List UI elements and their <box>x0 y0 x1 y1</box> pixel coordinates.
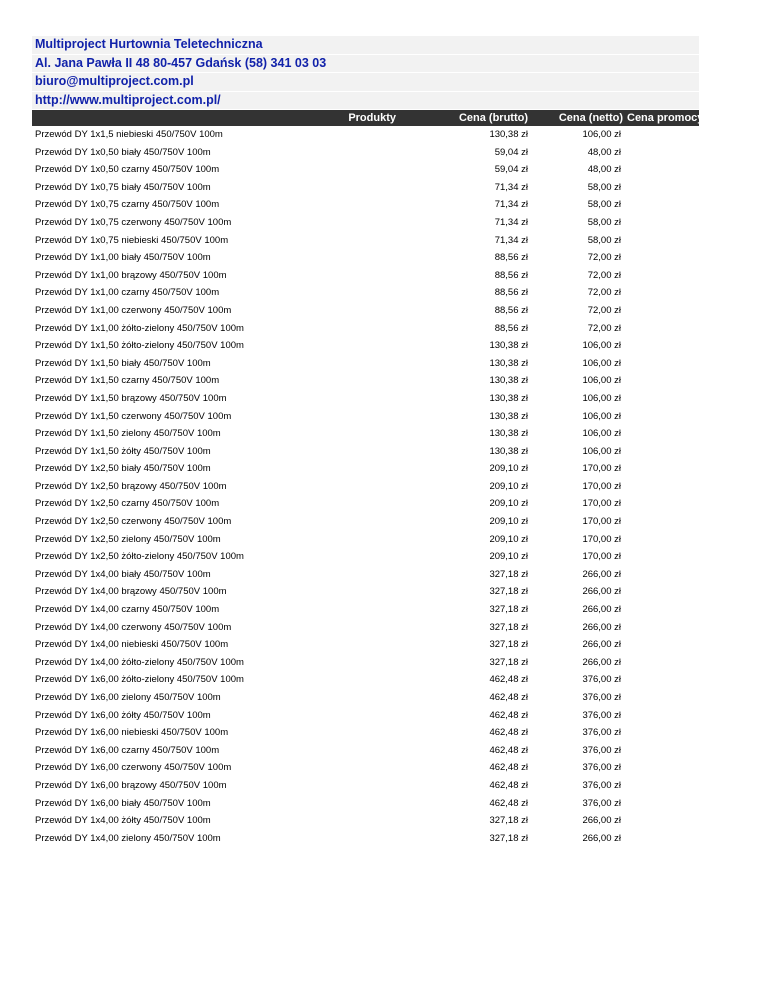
table-row <box>32 671 699 689</box>
promo-price-cell <box>625 390 699 408</box>
table-row <box>32 583 699 601</box>
promo-price-cell <box>625 214 699 232</box>
promo-price-cell <box>625 267 699 285</box>
promo-price-cell <box>625 179 699 197</box>
gross-price-cell: 88,56 zł <box>494 269 528 281</box>
product-name-cell: Przewód DY 1x4,00 zielony 450/750V 100m <box>35 832 221 844</box>
promo-price-cell <box>625 126 699 144</box>
gross-price-cell: 327,18 zł <box>489 815 528 827</box>
table-row <box>32 232 699 250</box>
gross-price-cell: 209,10 zł <box>489 516 528 528</box>
gross-price-cell: 209,10 zł <box>489 498 528 510</box>
gross-price-cell: 462,48 zł <box>489 797 528 809</box>
product-name-cell: Przewód DY 1x2,50 żółto-zielony 450/750V 100m <box>35 551 244 563</box>
product-name-cell: Przewód DY 1x4,00 czerwony 450/750V 100m <box>35 621 232 633</box>
promo-price-cell <box>625 583 699 601</box>
table-row <box>32 478 699 496</box>
table-row <box>32 214 699 232</box>
table-row <box>32 566 699 584</box>
product-name-cell: Przewód DY 1x1,00 żółto-zielony 450/750V 100m <box>35 322 244 334</box>
table-row <box>32 531 699 549</box>
net-price-cell: 106,00 zł <box>582 428 621 440</box>
gross-price-cell: 327,18 zł <box>489 604 528 616</box>
promo-price-cell <box>625 601 699 619</box>
product-name-cell: Przewód DY 1x4,00 biały 450/750V 100m <box>35 568 211 580</box>
promo-price-cell <box>625 232 699 250</box>
table-row <box>32 267 699 285</box>
gross-price-cell: 71,34 zł <box>494 234 528 246</box>
net-price-cell: 376,00 zł <box>582 779 621 791</box>
product-name-cell: Przewód DY 1x6,00 żółty 450/750V 100m <box>35 709 211 721</box>
net-price-cell: 106,00 zł <box>582 340 621 352</box>
table-body <box>32 126 699 847</box>
table-header-row <box>32 110 699 126</box>
promo-price-cell <box>625 724 699 742</box>
product-name-cell: Przewód DY 1x1,50 brązowy 450/750V 100m <box>35 392 227 404</box>
net-price-cell: 170,00 zł <box>582 463 621 475</box>
gross-price-cell: 209,10 zł <box>489 551 528 563</box>
product-name-cell: Przewód DY 1x1,50 czarny 450/750V 100m <box>35 375 220 387</box>
price-list-page <box>32 36 720 847</box>
net-price-cell: 58,00 zł <box>587 181 621 193</box>
net-price-cell: 266,00 zł <box>582 604 621 616</box>
table-row <box>32 337 699 355</box>
promo-price-cell <box>625 707 699 725</box>
net-price-cell: 376,00 zł <box>582 692 621 703</box>
net-price-cell: 72,00 zł <box>587 322 621 334</box>
net-price-cell: 48,00 zł <box>587 164 621 176</box>
gross-price-cell: 327,18 zł <box>489 568 528 580</box>
product-name-cell: Przewód DY 1x0,75 niebieski 450/750V 100m <box>35 234 229 246</box>
table-row <box>32 636 699 654</box>
gross-price-cell: 88,56 zł <box>494 252 528 264</box>
net-price-cell: 106,00 zł <box>582 410 621 422</box>
net-price-cell: 266,00 zł <box>582 832 621 844</box>
product-name-cell: Przewód DY 1x1,5 niebieski 450/750V 100m <box>35 129 223 140</box>
promo-price-cell <box>625 812 699 830</box>
product-name-cell: Przewód DY 1x6,00 niebieski 450/750V 100m <box>35 727 229 739</box>
column-header-product: Produkty <box>348 112 396 124</box>
table-row <box>32 619 699 637</box>
gross-price-cell: 88,56 zł <box>494 304 528 316</box>
promo-price-cell <box>625 742 699 760</box>
product-name-cell: Przewód DY 1x0,50 biały 450/750V 100m <box>35 146 211 158</box>
net-price-cell: 106,00 zł <box>582 392 621 404</box>
promo-price-cell <box>625 689 699 707</box>
net-price-cell: 58,00 zł <box>587 234 621 246</box>
promo-price-cell <box>625 777 699 795</box>
promo-price-cell <box>625 759 699 777</box>
table-row <box>32 425 699 443</box>
promo-price-cell <box>625 531 699 549</box>
product-name-cell: Przewód DY 1x2,50 zielony 450/750V 100m <box>35 533 221 545</box>
net-price-cell: 266,00 zł <box>582 568 621 580</box>
gross-price-cell: 71,34 zł <box>494 199 528 211</box>
promo-price-cell <box>625 196 699 214</box>
product-name-cell: Przewód DY 1x1,00 brązowy 450/750V 100m <box>35 269 227 281</box>
net-price-cell: 48,00 zł <box>587 146 621 158</box>
net-price-cell: 376,00 zł <box>582 727 621 739</box>
gross-price-cell: 327,18 zł <box>489 586 528 598</box>
net-price-cell: 170,00 zł <box>582 498 621 510</box>
gross-price-cell: 71,34 zł <box>494 181 528 193</box>
net-price-cell: 376,00 zł <box>582 762 621 774</box>
gross-price-cell: 71,34 zł <box>494 216 528 228</box>
promo-price-cell <box>625 408 699 426</box>
promo-price-cell <box>625 443 699 461</box>
table-row <box>32 495 699 513</box>
promo-price-cell <box>625 144 699 162</box>
product-name-cell: Przewód DY 1x4,00 brązowy 450/750V 100m <box>35 586 227 598</box>
product-name-cell: Przewód DY 1x0,75 czerwony 450/750V 100m <box>35 216 232 228</box>
promo-price-cell <box>625 671 699 689</box>
company-website: http://www.multiproject.com.pl/ <box>32 92 699 110</box>
promo-price-cell <box>625 320 699 338</box>
gross-price-cell: 59,04 zł <box>494 146 528 158</box>
company-name: Multiproject Hurtownia Teletechniczna <box>32 36 699 54</box>
table-row <box>32 759 699 777</box>
promo-price-cell <box>625 337 699 355</box>
table-row <box>32 460 699 478</box>
price-table <box>32 110 720 847</box>
product-name-cell: Przewód DY 1x0,50 czarny 450/750V 100m <box>35 164 220 176</box>
product-name-cell: Przewód DY 1x6,00 brązowy 450/750V 100m <box>35 779 227 791</box>
product-name-cell: Przewód DY 1x4,00 żółto-zielony 450/750V 100m <box>35 656 244 668</box>
gross-price-cell: 209,10 zł <box>489 533 528 545</box>
company-address: Al. Jana Pawła II 48 80-457 Gdańsk (58) 341 03 03 <box>32 55 699 73</box>
table-row <box>32 144 699 162</box>
table-row <box>32 408 699 426</box>
promo-price-cell <box>625 284 699 302</box>
net-price-cell: 376,00 zł <box>582 709 621 721</box>
table-row <box>32 390 699 408</box>
promo-price-cell <box>625 654 699 672</box>
gross-price-cell: 130,38 zł <box>489 129 528 140</box>
gross-price-cell: 130,38 zł <box>489 357 528 369</box>
table-row <box>32 126 699 144</box>
product-name-cell: Przewód DY 1x1,00 czerwony 450/750V 100m <box>35 304 232 316</box>
net-price-cell: 266,00 zł <box>582 639 621 651</box>
promo-price-cell <box>625 302 699 320</box>
gross-price-cell: 327,18 zł <box>489 639 528 651</box>
table-row <box>32 320 699 338</box>
gross-price-cell: 462,48 zł <box>489 779 528 791</box>
gross-price-cell: 130,38 zł <box>489 375 528 387</box>
net-price-cell: 266,00 zł <box>582 815 621 827</box>
product-name-cell: Przewód DY 1x6,00 biały 450/750V 100m <box>35 797 211 809</box>
promo-price-cell <box>625 513 699 531</box>
product-name-cell: Przewód DY 1x4,00 żółty 450/750V 100m <box>35 815 211 827</box>
net-price-cell: 170,00 zł <box>582 533 621 545</box>
promo-price-cell <box>625 795 699 813</box>
column-header-gross-price: Cena (brutto) <box>458 112 528 124</box>
net-price-cell: 376,00 zł <box>582 744 621 756</box>
promo-price-cell <box>625 495 699 513</box>
promo-price-cell <box>625 548 699 566</box>
gross-price-cell: 88,56 zł <box>494 322 528 334</box>
table-row <box>32 355 699 373</box>
gross-price-cell: 327,18 zł <box>489 832 528 844</box>
gross-price-cell: 462,48 zł <box>489 692 528 703</box>
product-name-cell: Przewód DY 1x1,00 biały 450/750V 100m <box>35 252 211 264</box>
promo-price-cell <box>625 161 699 179</box>
table-row <box>32 161 699 179</box>
column-header-net-price: Cena (netto) <box>558 112 623 124</box>
promo-price-cell <box>625 830 699 848</box>
table-row <box>32 707 699 725</box>
net-price-cell: 170,00 zł <box>582 516 621 528</box>
product-name-cell: Przewód DY 1x0,75 biały 450/750V 100m <box>35 181 211 193</box>
table-row <box>32 179 699 197</box>
table-row <box>32 548 699 566</box>
product-name-cell: Przewód DY 1x1,00 czarny 450/750V 100m <box>35 287 220 299</box>
product-name-cell: Przewód DY 1x1,50 żółto-zielony 450/750V 100m <box>35 340 244 352</box>
net-price-cell: 170,00 zł <box>582 551 621 563</box>
net-price-cell: 170,00 zł <box>582 480 621 492</box>
promo-price-cell <box>625 355 699 373</box>
gross-price-cell: 327,18 zł <box>489 656 528 668</box>
net-price-cell: 106,00 zł <box>582 357 621 369</box>
gross-price-cell: 462,48 zł <box>489 744 528 756</box>
gross-price-cell: 130,38 zł <box>489 392 528 404</box>
product-name-cell: Przewód DY 1x4,00 niebieski 450/750V 100m <box>35 639 229 651</box>
net-price-cell: 72,00 zł <box>587 287 621 299</box>
gross-price-cell: 59,04 zł <box>494 164 528 176</box>
gross-price-cell: 88,56 zł <box>494 287 528 299</box>
product-name-cell: Przewód DY 1x2,50 czerwony 450/750V 100m <box>35 516 232 528</box>
net-price-cell: 58,00 zł <box>587 216 621 228</box>
table-row <box>32 513 699 531</box>
product-name-cell: Przewód DY 1x1,50 czerwony 450/750V 100m <box>35 410 232 422</box>
product-name-cell: Przewód DY 1x1,50 żółty 450/750V 100m <box>35 445 211 457</box>
gross-price-cell: 462,48 zł <box>489 709 528 721</box>
net-price-cell: 376,00 zł <box>582 674 621 686</box>
gross-price-cell: 462,48 zł <box>489 674 528 686</box>
table-row <box>32 742 699 760</box>
net-price-cell: 72,00 zł <box>587 252 621 264</box>
table-row <box>32 795 699 813</box>
promo-price-cell <box>625 460 699 478</box>
company-email: biuro@multiproject.com.pl <box>32 73 699 91</box>
net-price-cell: 58,00 zł <box>587 199 621 211</box>
table-row <box>32 284 699 302</box>
product-name-cell: Przewód DY 1x4,00 czarny 450/750V 100m <box>35 604 220 616</box>
gross-price-cell: 462,48 zł <box>489 762 528 774</box>
product-name-cell: Przewód DY 1x1,50 biały 450/750V 100m <box>35 357 211 369</box>
net-price-cell: 72,00 zł <box>587 304 621 316</box>
table-row <box>32 812 699 830</box>
net-price-cell: 266,00 zł <box>582 656 621 668</box>
product-name-cell: Przewód DY 1x6,00 zielony 450/750V 100m <box>35 692 221 703</box>
product-name-cell: Przewód DY 1x6,00 czarny 450/750V 100m <box>35 744 220 756</box>
gross-price-cell: 130,38 zł <box>489 445 528 457</box>
table-row <box>32 654 699 672</box>
net-price-cell: 376,00 zł <box>582 797 621 809</box>
gross-price-cell: 130,38 zł <box>489 410 528 422</box>
table-row <box>32 830 699 848</box>
product-name-cell: Przewód DY 1x0,75 czarny 450/750V 100m <box>35 199 220 211</box>
net-price-cell: 106,00 zł <box>582 445 621 457</box>
promo-price-cell <box>625 478 699 496</box>
gross-price-cell: 130,38 zł <box>489 340 528 352</box>
product-name-cell: Przewód DY 1x6,00 żółto-zielony 450/750V 100m <box>35 674 244 686</box>
product-name-cell: Przewód DY 1x2,50 brązowy 450/750V 100m <box>35 480 227 492</box>
promo-price-cell <box>625 566 699 584</box>
table-row <box>32 724 699 742</box>
gross-price-cell: 327,18 zł <box>489 621 528 633</box>
gross-price-cell: 209,10 zł <box>489 480 528 492</box>
product-name-cell: Przewód DY 1x2,50 czarny 450/750V 100m <box>35 498 220 510</box>
product-name-cell: Przewód DY 1x1,50 zielony 450/750V 100m <box>35 428 221 440</box>
product-name-cell: Przewód DY 1x2,50 biały 450/750V 100m <box>35 463 211 475</box>
net-price-cell: 106,00 zł <box>582 375 621 387</box>
table-row <box>32 196 699 214</box>
promo-price-cell <box>625 249 699 267</box>
gross-price-cell: 130,38 zł <box>489 428 528 440</box>
net-price-cell: 266,00 zł <box>582 621 621 633</box>
table-row <box>32 372 699 390</box>
promo-price-cell <box>625 636 699 654</box>
net-price-cell: 72,00 zł <box>587 269 621 281</box>
column-header-promo-price: Cena promocyjna <box>627 112 720 124</box>
table-row <box>32 601 699 619</box>
table-row <box>32 689 699 707</box>
product-name-cell: Przewód DY 1x6,00 czerwony 450/750V 100m <box>35 762 232 774</box>
promo-price-cell <box>625 372 699 390</box>
net-price-cell: 266,00 zł <box>582 586 621 598</box>
gross-price-cell: 462,48 zł <box>489 727 528 739</box>
table-row <box>32 249 699 267</box>
gross-price-cell: 209,10 zł <box>489 463 528 475</box>
promo-price-cell <box>625 425 699 443</box>
table-row <box>32 443 699 461</box>
table-row <box>32 302 699 320</box>
promo-price-cell <box>625 619 699 637</box>
table-row <box>32 777 699 795</box>
net-price-cell: 106,00 zł <box>582 129 621 140</box>
